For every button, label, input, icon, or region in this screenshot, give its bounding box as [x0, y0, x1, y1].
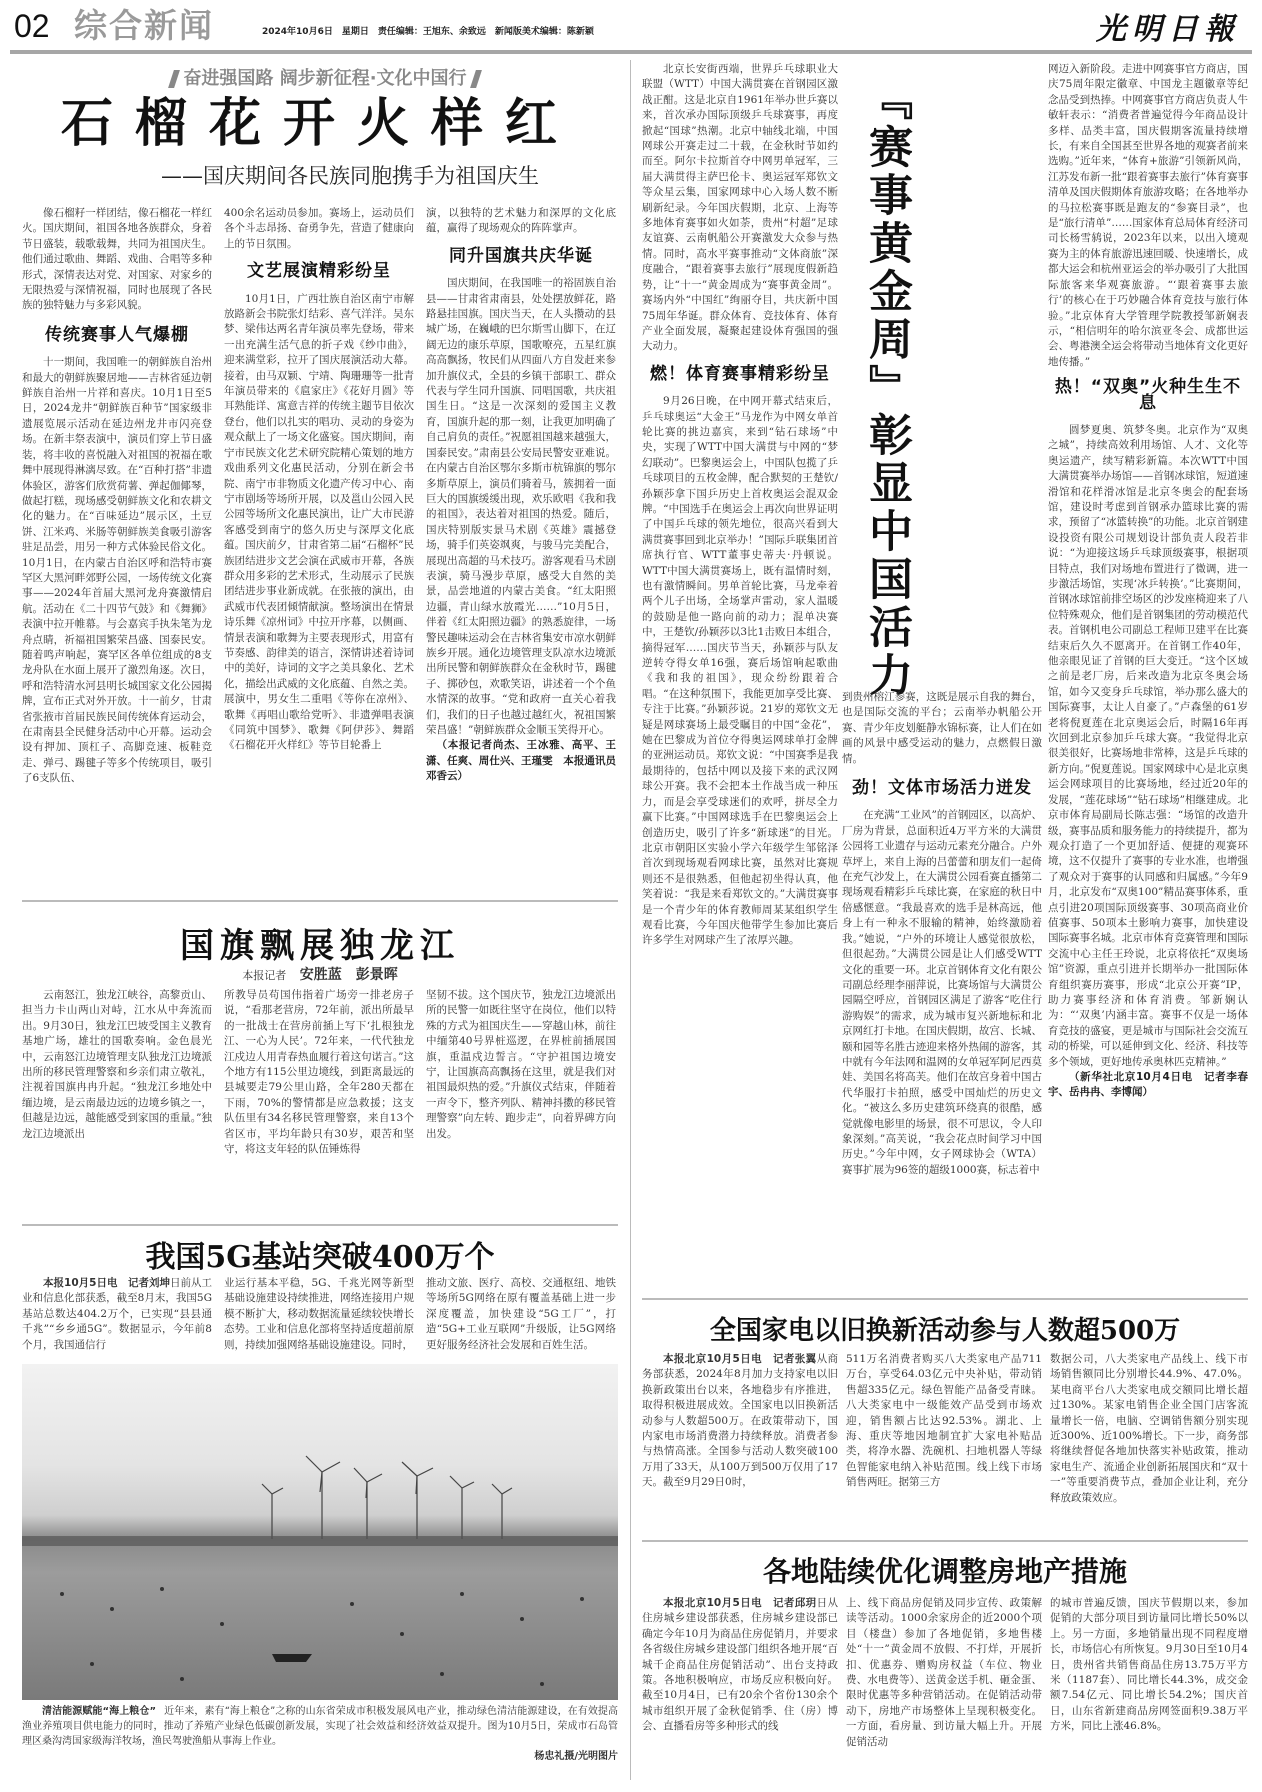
sports-credit: （新华社北京10月4日电 记者李春宇、岳冉冉、李博闻）	[1048, 1071, 1248, 1099]
masthead-rule	[10, 50, 1252, 54]
section-body: 十一期间，我国唯一的朝鲜族自治州和最大的朝鲜族聚居地——吉林省延边朝鲜族自治州一片祥和喜庆。10月1日至5日，2024龙井“朝鲜族百种节”国家级非遗展览展示活动在延边州龙井市闪亮登场。在新丰祭表演中，演员们穿上节日盛装，将丰收的喜悦融入对祖国的祝福在歌舞中展现得淋漓尽致。在“百种打搭”非遗体验区，游客们欣赏荷薯、弹起伽倻琴，做起打糕，现场感受朝鲜族文化和农耕文化的魅力。在“百味延边”展示区，土豆饼、江米鸡、米肠等朝鲜族美食吸引游客驻足品尝，用另一种方式体验民俗文化。10月1日，在内蒙古自治区呼和浩特市赛罕区大黑河畔郊野公园，一场传统文化赛事——2024年首届大黑河龙舟赛激情启航。活动在《二十四节气鼓》和《舞狮》表演中拉开帷幕。与会嘉宾手执朱笔为龙舟点睛，祈福祖国繁荣昌盛、国泰民安。随着鸣声响起，赛罕区各单位组成的8支龙舟队在水面上展开了激烈角逐。次日，呼和浩特清水河县明长城国家文化公园揭牌，宣布正式对外开放。十一前夕，甘肃省张掖市首届民族民间传统体育运动会，在肃南县全民健身活动中心开幕。运动会设有押加、顶杠子、高脚竞速、板鞋竞走、弹弓、踢毽子等多个传统项目，吸引了6支队伍、	[22, 356, 212, 785]
housing-column-3	[1050, 1596, 1248, 1786]
wind-farm-photo	[22, 1364, 618, 1700]
appliance-dateline: 本报北京10月5日电 记者张翼	[663, 1353, 817, 1365]
lead-subtitle: ——国庆期间各民族同胞携手为祖国庆生	[161, 164, 539, 188]
housing-column-2	[846, 1596, 1042, 1786]
section-heading: 文艺展演精彩纷呈	[247, 261, 391, 282]
dulong-title: 国旗飘展独龙江	[180, 926, 460, 966]
fiveg-column-3	[426, 1276, 616, 1356]
column-text: 上、线下商品房促销及同步宣传、政策解读等活动。1000余家房企的近2000个项目（楼盘）参加了各地促销，多地售楼处“十一”黄金周不放假、不打烊，开展折扣、优惠券、赠购房权益（车位、物业费、水电费等）、送黄金送手机、砸金蛋、限时优惠等多种营销活动。在促销活动带动下，房地产市场整体上呈现积极变化。一方面，看房量、到访量大幅上升。开展促销活动	[846, 1597, 1042, 1748]
column-text: 从商务部获悉，2024年8月加力支持家电以旧换新政策出台以来，各地稳步有序推进，取得积极进展成效。全国家电以旧换新活动参与人数超500万。在政策带动下，国内家电市场消费潜力持续释放。消费者参与热情高涨。全国参与活动人数突破100万用了33天，从100万到500万仅用了17天。截至9月29日0时，	[642, 1353, 838, 1489]
lead-intro: 像石榴籽一样团结，像石榴花一样红火。国庆期间，祖国各地各族群众，身着节日盛装，载歌载舞，共同为祖国庆生。他们通过歌曲、舞蹈、戏曲、合唱等多种形式，深情表达对党、对国家、对家乡的无限热爱与深情祝福，同时也展现了各民族的独特魅力与多彩风貌。	[22, 207, 212, 312]
column-text: 日从住房城乡建设部获悉，住房城乡建设部已确定今年10月为商品住房促销月，并要求各省级住房城乡建设部门组织各地开展“百城千企商品住房促销活动”、出台支持政策。各地积极响应，市场反应积极向好。截至10月4日，已有20余个省份130余个城市组织开展了金秋促销季、住（房）博会、直播看房等多种形式的线	[642, 1597, 838, 1733]
section-divider	[642, 1540, 1248, 1542]
column-text: 的城市普遍反馈，国庆节假期以来，参加促销的大部分项目到访量同比增长50%以上。另一方面，多地销量出现不同程度增长，市场信心有所恢复。9月30日至10月4日，贵州省共销售商品住房13.75万平方米（1187套）、同比增长44.3%，成交金额7.54亿元、同比增长54.2%；国庆首日，山东省新建商品房网签面积9.38万平方米，同比上涨46.8%。	[1050, 1597, 1248, 1733]
byline-names: 安胜蓝 彭景晖	[299, 967, 398, 983]
housing-column-1	[642, 1596, 838, 1786]
dulong-column-2	[224, 988, 414, 1220]
column-rule	[630, 60, 631, 1780]
dulong-column-3	[426, 988, 616, 1220]
column-text: 到贵州榕江参赛，这既是展示自我的舞台，也是国际交流的平台；云南举办帆船公开赛、青少年皮划艇静水锦标赛，让人们在如画的风景中感受运动的魅力，点燃假日激情。	[842, 691, 1042, 765]
column-text: 在充满“工业风”的首钢园区，以高炉、厂房为背景，总面积近4万平方米的大满贯公园将工业遗存与运动元素充分融合。户外草坪上，来自上海的吕蕾蕾和朋友们一起倚在充气沙发上，在大满贯公园看赛直播第二现场观看精彩乒乓球比赛，在家庭的秋日中倍感惬意。“我最喜欢的选手是林高远，他身上有一种永不服输的精神，始终激励着我。”她说，“户外的环境让人感觉很放松，但很起劲。”大满贯公园是让人们感受WTT文化的重要一环。北京首钢体育文化有限公司副总经理李丽萍说，比赛场馆与大满贯公园隔空呼应，首钢园区满足了游客“吃住行游购娱”的需求，成为城市复兴新地标和北京网红打卡地。在国庆假期，故宫、长城、颐和园等名胜古迹迎来格外热闹的游客，其中就有今年法网和温网的女单冠军阿尼西莫娃、美国名将高芙。他们在故宫身着中国古代华服打卡拍照，感受中国灿烂的历史文化。“被这么多历史建筑环绕真的很酷，感觉就像电影里的场景，很不可思议，令人印象深刻。”高芙说，“我会花点时间学习中国历史。”今年中网，女子网球协会（WTA）赛事扩展为96签的超级1000赛，标志着中	[842, 809, 1042, 1176]
appliance-column-1	[642, 1352, 838, 1532]
fiveg-title: 我国5G基站突破400万个	[145, 1240, 495, 1275]
kicker-text: 奋进强国路 阔步新征程·文化中国行	[183, 68, 467, 89]
column-text: 511万名消费者购买八大类家电产品711万台，享受64.03亿元中央补贴，带动销售超335亿元。绿色智能产品备受青睐。八大类家电中一级能效产品受到市场欢迎，销售额占比达92.53%。湖北、上海、重庆等地因地制宜扩大家电补贴品类，将净水器、洗碗机、扫地机器人等绿色智能家电纳入补贴范围。线上线下市场销售两旺。据第三方	[846, 1353, 1042, 1489]
column-text: 推动文旅、医疗、高校、交通枢纽、地铁等场所5G网络在原有覆盖基础上进一步深度覆盖，加快建设“5G工厂”，打造“5G+工业互联网”升级版，让5G网络更好服务经济社会发展和百姓生活。	[426, 1277, 616, 1351]
column-text: 数据公司，八大类家电产品线上、线下市场销售额同比分别增长44.9%、47.0%。某电商平台八大类家电成交额同比增长超过130%。某家电销售企业全国门店客流量增长一倍，电脑、空调销售额分别实现近300%、近100%增长。下一步，商务部将继续督促各地加快落实补贴政策，推动家电生产、流通企业创新拓展国庆和“双十一”等重要消费节点，叠加企业让利，充分释放政策效应。	[1050, 1353, 1248, 1504]
appliance-title: 全国家电以旧换新活动参与人数超500万	[709, 1316, 1181, 1346]
sports-column-b	[842, 690, 1042, 1290]
column-text: 北京长安街西端，世界乒乓球职业大联盟（WTT）中国大满贯赛在首钢园区激战正酣。这是北京自1961年举办世乒赛以来，首次承办国际顶级乒乓球赛事，再度掀起“国球”热潮。北京中轴线北端，中国网球公开赛走过二十载，在金秋时节如约而至。阿尔卡拉斯首夺中网男单冠军，三届大满贯得主萨巴伦卡、奥运冠军郑钦文等众星云集，国家网球中心入场人数不断刷新纪录。今年国庆假期，北京、上海等多地体育赛事如火如荼，贵州“村超”足球友谊赛、云南帆船公开赛激发大众参与热情。同时，高水平赛事推动“文体商旅”深度融合，“跟着赛事去旅行”展现度假新趋势，让“十一”黄金周成为“赛事黄金周”。赛场内外“中国红”绚丽夺目，共庆新中国75周年华诞。群众体育、竞技体育、体育产业全面发展，凝聚起建设体育强国的强大动力。	[642, 63, 838, 353]
byline-label: 本报记者	[242, 969, 287, 982]
photo-credit: 杨忠礼摄/光明图片	[534, 1751, 618, 1762]
paper-logo: 光明日報	[1096, 12, 1240, 47]
section-title: 综合新闻	[74, 6, 214, 45]
housing-title: 各地陆续优化调整房地产措施	[762, 1555, 1127, 1588]
lead-column-3	[426, 206, 616, 896]
lead-title: 石榴花开火样红	[60, 93, 579, 154]
lead-column-1	[22, 206, 212, 896]
appliance-column-3	[1050, 1352, 1248, 1532]
dulong-column-1	[22, 988, 212, 1220]
column-text: 网迈入新阶段。走进中网赛事官方商店，国庆75周年限定徽章、中国龙主题徽章等纪念品受到热捧。中网赛事官方商店负责人牛敏轩表示：“消费者普遍觉得今年商品设计多样、品类丰富，国庆假期客流量持续增长，有来自全国甚至世界各地的观赛者前来选购。”近年来，“体育+旅游”引领新风尚，江苏发布新一批“跟着赛事去旅行”体育赛事清单及国庆假期体育旅游攻略；在各地举办的马拉松赛事既是跑友的“参赛目录”，也是“旅行清单”……国家体育总局体育经济司司长杨雪鸫说，2023年以来，以出入境观赛为主的体育旅游迅速回暖、快速增长，成都大运会和杭州亚运会的举办吸引了大批国际旅客来华观赛旅游。“‘跟着赛事去旅行’的核心在于巧妙融合体育竞技与旅行体验。”北京体育大学管理学院教授邹新娴表示，“相信明年的哈尔滨亚冬会、成都世运会、粤港澳全运会将带动当地体育文化更好地传播。”	[1048, 63, 1248, 368]
page-number: 02	[14, 8, 50, 44]
section-heading: 劲！文体市场活力迸发	[852, 778, 1032, 799]
column-text: 圆梦夏奥、筑梦冬奥。北京作为“双奥之城”，持续高效利用场馆、人才、文化等奥运遗产，续写精彩新篇。本次WTT中国大满贯赛举办场馆——首钢冰球馆，短道速滑馆和花样滑冰馆是北京冬奥会的配套场馆，建设时考虑到首钢承办篮球比赛的需求，预留了“冰篮转换”的功能。北京首钢建设投资有限公司规划设计部负责人段若非说：“为迎接这场乒乓球顶级赛事，根据项目特点，我们对场地布置进行了微调，进一步激活场馆，实现‘冰乒转换’。”比赛期间，首钢冰球馆前排空场区的沙发座椅迎来了八位特殊观众，他们是首钢集团的劳动模范代表。首钢机电公司副总工程师卫建平在比赛结束后久久不愿离开。在首钢工作40年，他亲眼见证了首钢的巨大变迁。“这个区域之前是老厂房，后来改造为北京冬奥会场馆，如今又变身乒乓球馆，举办那么盛大的国际赛事，太让人自豪了。”卢森堡的61岁老将倪夏莲在北京奥运会后，时隔16年再次回到北京参加乒乓球大赛。“我觉得北京很美很好，比赛场地非常棒，这是乒乓球的新方向。”倪夏莲说。国家网球中心是北京奥运会网球项目的比赛场地，经过近20年的发展，“莲花球场”“钻石球场”相继建成。北京市体育局副局长陈志强：“场馆的改造升级，赛事品质和服务能力的持续提升，都为观众打造了一个更加舒适、便捷的观赛环境，这不仅提升了赛事的专业水准，也增强了观众对于赛事的认同感和归属感。”今年9月，北京发布“双奥100”精品赛事体系，重点引进20项国际顶级赛事、30项高商业价值赛事、50项本土影响力赛事，加快建设国际赛事名城。北京市体育竞赛管理和国际交流中心主任王玲说，北京将依托“双奥场馆”资源，重点引进并长期举办一批国际体育组织赛历赛事，形成“北京公开赛”IP，助力赛事经济和体育消费。邹新娴认为：“‘双奥’内涵丰富。赛事不仅是一场体育竞技的盛宴，更是城市与国际社会交流互动的桥梁，可以延伸到文化、经济、科技等多个领域，更好地传承奥林匹克精神。”	[1048, 423, 1248, 1068]
section-divider	[642, 1298, 1248, 1300]
appliance-column-2	[846, 1352, 1042, 1532]
date-line: 2024年10月6日 星期日 责任编辑：王旭东、余致远 新闻版美术编辑：陈新颖	[262, 27, 594, 37]
housing-dateline: 本报北京10月5日电 记者邱玥	[663, 1597, 817, 1609]
section-divider	[22, 1224, 618, 1226]
lead-credit: （本报记者尚杰、王冰雅、高平、王潇、任爽、周仕兴、王瑾雯 本报通讯员邓香云）	[426, 739, 616, 783]
column-text: 所教导员苟国伟指着广场旁一排老房子说，“看那老营房，72年前，派出所最早的一批战士在营房前插上写下‘扎根独龙江、一心为人民’。72年来，一代代独龙江戍边人用青春热血履行着这句诺言。”这个地方有115公里边境线，到距离最远的县城要走79公里山路，全年280天都在下雨，70%的警情都是应急救援；这支队伍里有34名移民管理警察，来自13个省区市，平均年龄只有30岁，艰苦和坚守，将这支年轻的队伍锤炼得	[224, 989, 414, 1156]
section-heading: 热！“双奥”火种生生不息	[1054, 377, 1242, 413]
fiveg-dateline: 本报10月5日电 记者刘坤	[43, 1277, 170, 1289]
section-body: 10月1日，广西壮族自治区南宁市解放路新会书院张灯结彩、喜气洋洋。吴东梦、梁伟达两名青年演员率先登场，带来一出充满生活气息的折子戏《纱巾曲》，迎来满堂彩，拉开了国庆展演活动大幕。接着，由马双颖、宁靖、陶珊珊等一批青年演员带来的《扈家庄》《花好月圆》等耳熟能详、寓意吉祥的传统主题节目依次登台，他们以扎实的唱功、灵动的身姿为观众献上了一场文化盛宴。国庆期间，南宁市民族文化艺术研究院精心策划的地方戏曲系列文化惠民活动，分别在新会书院、南宁市非物质文化遗产传习中心、南宁市剧场等场所开展，以及邕山公园入民公园等场所文化惠民演出，让广大市民游客感受到南宁的悠久历史与深厚文化底蕴。国庆前夕，甘肃省第二届“石榴杯”民族团结进步文艺会演在武威市开幕，各族群众用多彩的艺术形式，生动展示了民族团结进步事业新成就。在张掖的演出，由武威市代表团倾情献演。整场演出在情景诗乐舞《凉州词》中拉开序幕，以侧画、情景表演和歌舞为主要表现形式，用富有节奏感、韵律美的语言，深情讲述着诗词中的美好，诗词的文字之美具象化、艺术化，描绘出武威的文化底蕴、自然之美。展演中，男女生二重唱《等你在凉州》、歌舞《再唱山歌给党听》、非遗弹唱表演《同筑中国梦》、歌舞《阿伊莎》、舞蹈《石榴花开火样红》等节目轮番上	[224, 292, 414, 752]
wind-turbine-scene-icon	[22, 1364, 618, 1700]
sports-column-a	[642, 62, 838, 1292]
column-text: 业运行基本平稳，5G、千兆光网等新型基础设施建设持续推进，网络连接用户规模不断扩大，移动数据流量延续较快增长态势。工业和信息化部将坚持适度超前原则，持续加强网络基础设施建设。同时，	[224, 1277, 414, 1351]
caption-text: 近年来，素有“海上粮仓”之称的山东省荣成市积极发展风电产业，推动绿色清洁能源建设，在有效提高渔业养殖项目供电能力的同时，推动了养殖产业绿色低碳创新发展，实现了社会效益和经济效益双提升。图为10月5日，荣成市石岛管理区桑沟湾国家级海洋牧场，渔民驾驶渔船从事海上作业。	[22, 1706, 618, 1747]
column-text: 云南怒江，独龙江峡谷，高黎贡山、担当力卡山两山对峙，江水从中奔流而出。9月30日，独龙江巴坡受国主义教育基地广场，雄壮的国歌奏响。金色晨光中，云南怒江边境管理支队独龙江边境派出所的移民管理警察和乡亲们肃立敬礼，注视着国旗冉冉升起。“独龙江乡地处中缅边境，是云南最边远的边境乡镇之一，但越是边远，越能感受到家国的重量。”独龙江边境派出	[22, 989, 212, 1140]
lead-column-2	[224, 206, 414, 896]
column-top-text: 演，以独特的艺术魅力和深厚的文化底蕴，赢得了现场观众的阵阵掌声。	[426, 207, 616, 235]
column-top-text: 400余名运动员参加。赛场上，运动员们各个斗志昂扬、奋勇争先，营造了健康向上的节日氛围。	[224, 207, 414, 250]
column-text: 9月26日晚，在中网开幕式结束后，乒乓球奥运“大金王”马龙作为中网女单首轮比赛的挑边嘉宾，来到“钻石球场”中央，实现了WTT中国大满贯与中网的“梦幻联动”。巴黎奥运会上，中国队包揽了乒乓球项目的五枚金牌，配合默契的王楚钦/孙颖莎拿下国乒历史上首枚奥运会混双金牌。“中国选手在奥运会上再次向世界证明了中国乒乓球的领先地位，很高兴看到大满贯赛事回到北京举办！”国际乒联集团首席执行官、WTT董事史蒂夫·丹顿说。WTT中国大满贯赛场上，既有温情时刻，也有激情瞬间。男单首轮比赛，马龙牵着两个儿子出场，全场掌声雷动，家人温暖的鼓励是他一路向前的动力；混单决赛中，王楚钦/孙颖莎以3比1击败日本组合，摘得冠军……国庆节当天，孙颖莎与队友逆转夺得女单16强，赛后场馆响起歌曲《我和我的祖国》，现众纷纷跟着合唱。“在这种氛围下，我能更加享受比赛、专注于比赛。”孙颖莎说。21岁的郑钦文无疑是网球赛场上最受瞩目的中国“金花”，她在巴黎成为首位夺得奥运网球单打金牌的亚洲运动员。郑钦文说：“中国赛季是我最期待的，包括中网以及接下来的武汉网球公开赛。我不会把本土作战当成一种压力，而是会享受球迷们的欢呼，拼尽全力赢下比赛。”中国网球选手在巴黎奥运会上创造历史，吸引了许多“新球迷”的目光。北京市朝阳区实验小学六年级学生邹铭泽首次到现场观看网球比赛，虽然对比赛规则还不是很熟悉，但他起初坐得认真，他笑着说：“我是来看郑钦文的。”大满贯赛事是一个青少年的体育教师周某某组织学生观看比赛，今年国庆他带学生参加比赛后许多学生对网球产生了浓厚兴趣。	[642, 395, 838, 947]
dulong-byline	[40, 964, 600, 984]
section-heading: 传统赛事人气爆棚	[45, 324, 189, 345]
caption-title: 清洁能源赋能“海上粮仓”	[42, 1706, 157, 1717]
masthead	[0, 0, 1262, 56]
sports-column-c	[1048, 62, 1248, 1292]
sports-vertical-title: 『赛事黄金周』彰显中国活力	[861, 76, 912, 700]
section-divider	[22, 900, 618, 902]
column-text: 坚韧不拔。这个国庆节，独龙江边境派出所的民警一如既往坚守在岗位，他们以特殊的方式为祖国庆生——穿越山林，前往中缅第40号界桩巡逻，在界桩前插展国旗，重温戍边誓言。“守护祖国边境安宁，让国旗高高飘扬在这里，就是我们对祖国最炽热的爱。”升旗仪式结束，伴随着一声令下，整齐列队、精神抖擞的移民管理警察”向左转、跑步走”，向着界碑方向出发。	[426, 989, 616, 1140]
section-heading: 同升国旗共庆华诞	[449, 245, 593, 266]
section-body: 国庆期间，在我国唯一的裕固族自治县——甘肃省肃南县，处处摆放鲜花，路路悬挂国旗。国庆当天，在人头攒动的县城广场，在巍峨的巴尔斯雪山脚下，在辽阔无边的康乐草原，国歌嘹亮，五星红旗高高飘扬，牧民们从四面八方自发赶来参加升旗仪式，全县的乡镇干部职工、群众代表与学生同升国旗、同唱国歌，共庆祖国生日。“这是一次深刻的爱国主义教育，国旗升起的那一刻，让我更加明确了自己肩负的责任。”祝愿祖国越来越强大，国泰民安。”肃南县公安局民警安亚难说。在内蒙古自治区鄂尔多斯市杭锦旗的鄂尔多斯草原上，演员们骑着马，簇拥着一面巨大的国旗缓缓出现，欢乐欧唱《我和我的祖国》，表达着对祖国的热爱。随后，国庆特别版实景马术剧《英雄》震撼登场，骑手们英姿飒爽，与骏马完美配合，展现出高超的马术技巧。游客观看马术剧表演，骑马漫步草原，感受大自然的美景，品尝地道的内蒙古美食。“红太阳照边疆，青山绿水放霞光……”10月5日，伴着《红太阳照边疆》的熟悉旋律，一场警民趣味运动会在吉林省集安市凉水朝鲜族乡开展。通化边境管理支队凉水边境派出所民警和朝鲜族群众在金秋时节，踢毽子、掷砂包，欢歌笑语，讲述着一个个鱼水情深的故事。“党和政府一直关心着我们，我们的日子也越过越红火，祝祖国繁荣昌盛！”朝鲜族群众金顺玉笑得开心。	[426, 277, 616, 736]
photo-caption	[22, 1704, 618, 1764]
fiveg-column-1	[22, 1276, 212, 1356]
column-text: 日前从工业和信息化部获悉，截至8月末，我国5G基站总数达404.2万个，已实现“县县通千兆”“乡乡通5G”。数据显示，今年前8个月，我国通信行	[22, 1277, 212, 1351]
fiveg-column-2	[224, 1276, 414, 1356]
lead-kicker	[90, 64, 560, 90]
section-heading: 燃！体育赛事精彩纷呈	[650, 363, 830, 384]
